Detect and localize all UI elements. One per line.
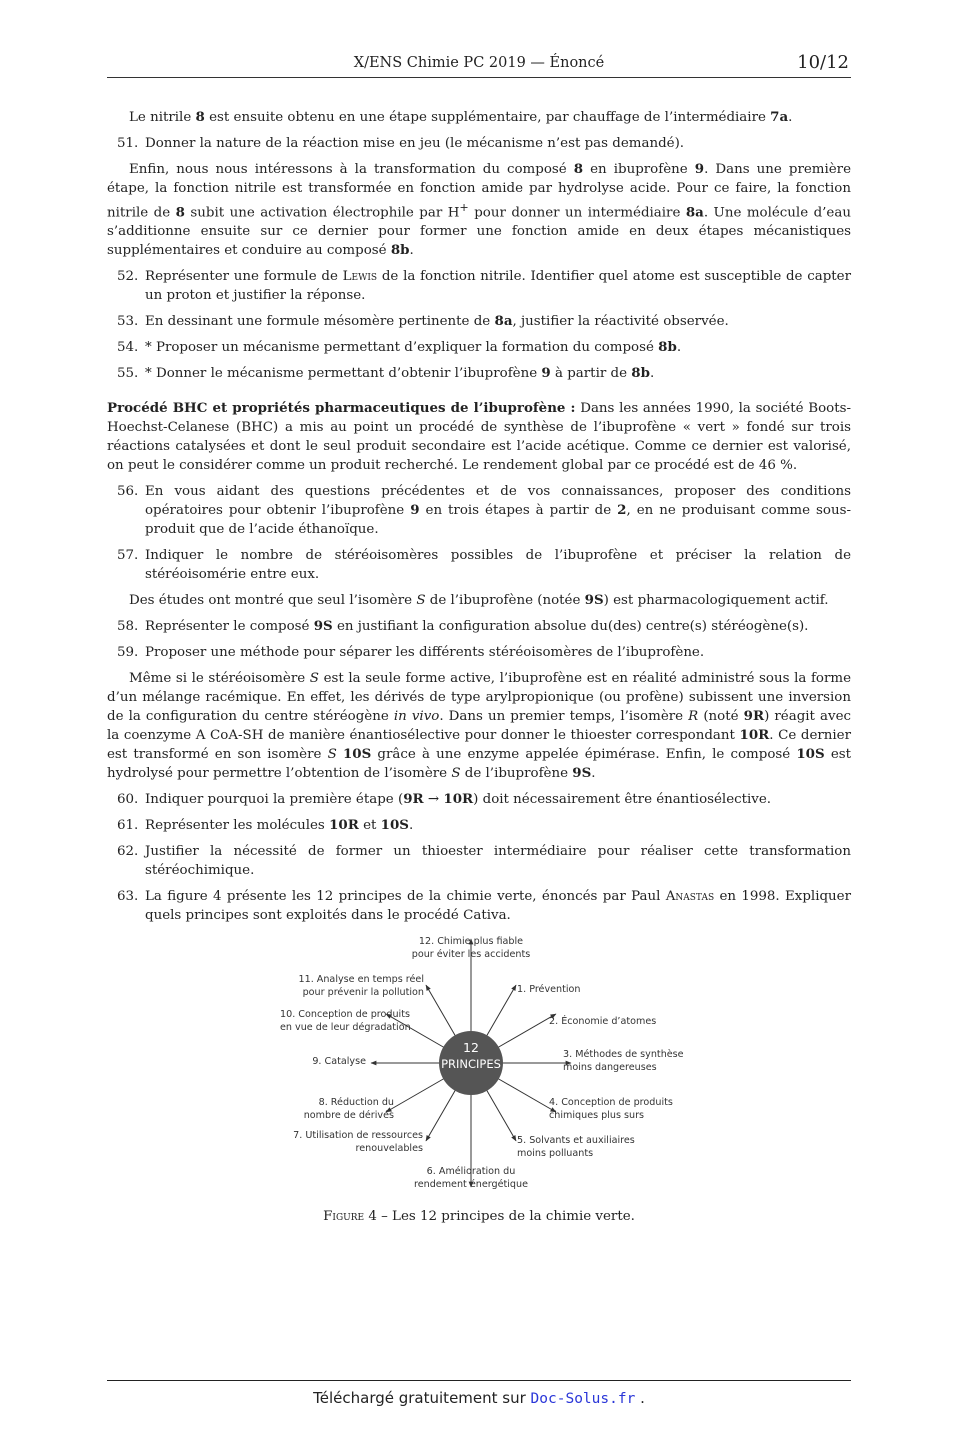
principle-5-label: 5. Solvants et auxiliaires moins polluants xyxy=(517,1135,635,1159)
principle-6-label: 6. Amélioration du rendement énergétique xyxy=(413,1166,528,1190)
question-52: 52. Représenter une formule de Lewis de la fonction nitrile. Identifier quel atome est susceptible de capter un proton et justifier la réponse. xyxy=(117,269,851,304)
question-56: 56. En vous aidant des questions précédentes et de vos connaissances, proposer des conditions opératoires pour obtenir l’ibuprofène 9 en trois étapes à partir de 2, en ne produisant comme sous-produit que de l’acide éthanoïque. xyxy=(117,484,851,538)
question-54: 54. * Proposer un mécanisme permettant d’expliquer la formation du composé 8b. xyxy=(117,339,682,356)
header-title: X/ENS Chimie PC 2019 — Énoncé xyxy=(353,55,605,71)
principle-3-label: 3. Méthodes de synthèse moins dangereuses xyxy=(563,1049,684,1073)
spoke-arrow-7 xyxy=(426,1089,456,1141)
doc-solus-link[interactable]: Doc-Solus.fr xyxy=(530,1391,636,1407)
page-number: 10/12 xyxy=(797,52,849,73)
caption-label: Figure 4 xyxy=(323,1209,377,1224)
caption-text: – Les 12 principes de la chimie verte. xyxy=(376,1209,635,1224)
principle-4-label: 4. Conception de produits chimiques plus surs xyxy=(549,1097,673,1121)
page-footer: Téléchargé gratuitement sur Doc-Solus.fr . xyxy=(313,1389,645,1407)
principle-11-label: 11. Analyse en temps réel pour prévenir la pollution xyxy=(298,974,424,998)
principle-1-label: 1. Prévention xyxy=(517,984,581,995)
question-62: 62. Justifier la nécessité de former un thioester intermédiaire pour réaliser cette transformation stéréochimique. xyxy=(117,844,851,879)
question-59: 59. Proposer une méthode pour séparer les différents stéréoisomères de l’ibuprofène. xyxy=(117,645,705,661)
figure-caption xyxy=(107,1209,851,1224)
paragraph-nitrile: Le nitrile 8 est ensuite obtenu en une étape supplémentaire, par chauffage de l’intermédiaire 7a. xyxy=(129,109,793,125)
spoke-arrow-2 xyxy=(497,1014,556,1048)
principle-7-label: 7. Utilisation de ressources renouvelables xyxy=(293,1130,423,1154)
spoke-arrow-1 xyxy=(486,985,516,1037)
section-bhc-process: Procédé BHC et propriétés pharmaceutiques de l’ibuprofène : Dans les années 1990, la société Boots-Hoechst-Celanese (BHC) a mis au point un procédé de synthèse de l’ibuprofène « vert » fondé sur trois réactions catalysées et dont le seul produit secondaire est l’acide acétique. Comme ce dernier est valorisé, on peut le considérer comme un produit recherché. Le rendement global par ce procédé est de 46 %. xyxy=(107,400,851,474)
question-58: 58. Représenter le composé 9S en justifiant la configuration absolue du(des) centre(s) stéréogène(s). xyxy=(117,618,809,635)
principle-2-label: 2. Économie d’atomes xyxy=(549,1016,657,1027)
spoke-arrow-5 xyxy=(486,1089,516,1141)
green-chemistry-diagram xyxy=(270,930,700,1200)
spoke-arrow-11 xyxy=(426,985,456,1037)
paragraph-ibuprofen-transformation: Enfin, nous nous intéressons à la transformation du composé 8 en ibuprofène 9. Dans une première étape, la fonction nitrile est transformée en fonction amide par hydrolyse acide. Pour ce faire, la fonction nitrile de 8 subit une activation électrophile par H+ pour donner un intermédiaire 8a. Une molécule d’eau s’additionne ensuite sur ce dernier pour former une fonction amide en deux étapes mécanistiques supplémentaires et conduire au composé 8b. xyxy=(107,161,851,259)
footer-divider xyxy=(107,1380,851,1381)
principle-9-label: 9. Catalyse xyxy=(312,1056,366,1067)
question-61: 61. Représenter les molécules 10R et 10S. xyxy=(117,817,414,834)
paragraph-isomer-s: Des études ont montré que seul l’isomère S de l’ibuprofène (notée 9S) est pharmacologiquement actif. xyxy=(129,592,829,609)
main-content xyxy=(107,108,851,932)
section-title: Procédé BHC et propriétés pharmaceutiques de l’ibuprofène : xyxy=(107,400,576,417)
paragraph-racemic: Même si le stéréoisomère S est la seule forme active, l’ibuprofène est en réalité administré sous la forme d’un mélange racémique. En effet, les dérivés de type arylpropionique (ou profène) subissent une inversion de la configuration du centre stéréogène in vivo. Dans un premier temps, l’isomère R (noté 9R) réagit avec la coenzyme A CoA-SH de manière énantiosélective pour donner le thioester correspondant 10R. Ce dernier est transformé en son isomère S 10S grâce à une enzyme appelée épimérase. Enfin, le composé 10S est hydrolysé pour permettre l’obtention de l’isomère S de l’ibuprofène 9S. xyxy=(107,671,852,782)
question-57: 57. Indiquer le nombre de stéréoisomères possibles de l’ibuprofène et préciser la relation de stéréoisomérie entre eux. xyxy=(117,548,851,583)
principle-8-label: 8. Réduction du nombre de dérivés xyxy=(303,1097,394,1121)
hub-label: PRINCIPES xyxy=(441,1057,501,1071)
hub-number: 12 xyxy=(463,1040,479,1055)
principle-12-label: 12. Chimie plus fiable pour éviter les accidents xyxy=(411,936,531,960)
principle-10-label: 10. Conception de produits en vue de leur dégradation xyxy=(280,1009,411,1033)
question-53: 53. En dessinant une formule mésomère pertinente de 8a, justifier la réactivité observée. xyxy=(117,313,729,330)
page-header xyxy=(107,52,851,78)
question-63: 63. La figure 4 présente les 12 principes de la chimie verte, énoncés par Paul Anastas en 1998. Expliquer quels principes sont exploités dans le procédé Cativa. xyxy=(117,889,852,924)
spoke-arrow-8 xyxy=(386,1078,445,1112)
question-51: 51. Donner la nature de la réaction mise en jeu (le mécanisme n’est pas demandé). xyxy=(117,136,685,151)
spoke-arrow-4 xyxy=(497,1078,556,1112)
question-60: 60. Indiquer pourquoi la première étape (9R → 10R) doit nécessairement être énantiosélective. xyxy=(117,791,772,808)
question-55: 55. * Donner le mécanisme permettant d’obtenir l’ibuprofène 9 à partir de 8b. xyxy=(117,365,655,382)
